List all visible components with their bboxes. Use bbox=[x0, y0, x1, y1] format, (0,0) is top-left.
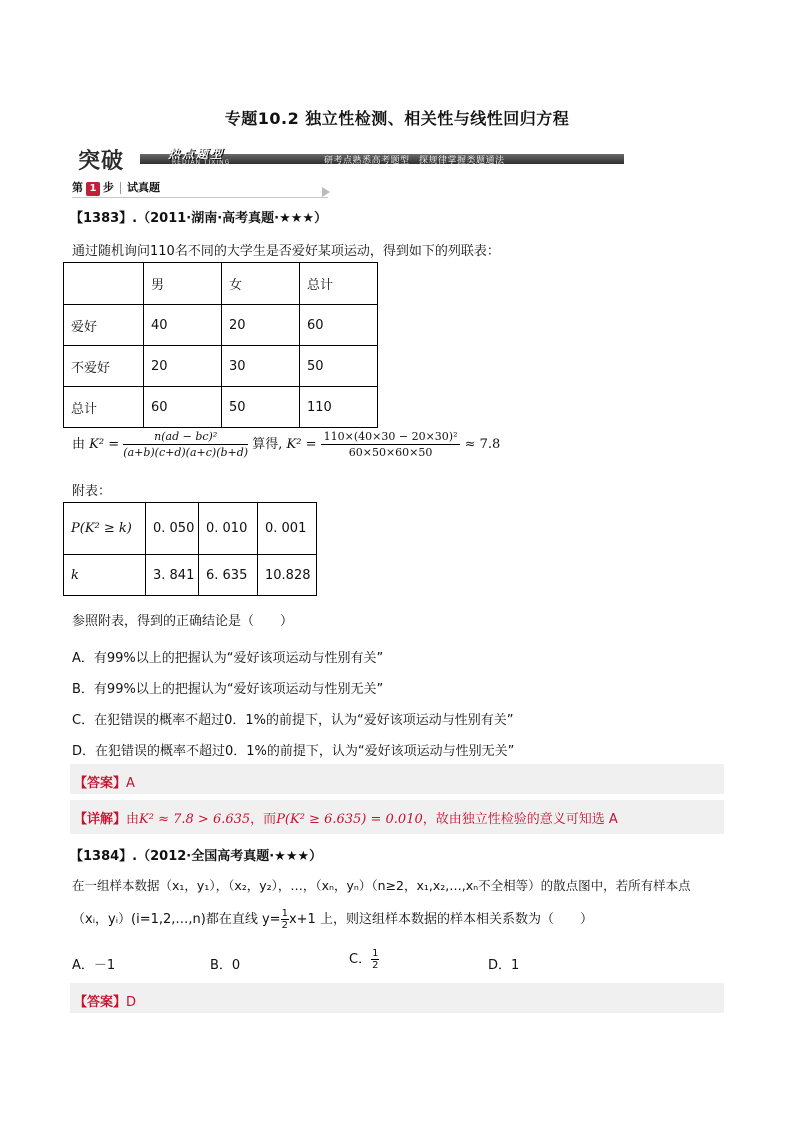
table-cell: 50 bbox=[300, 346, 378, 387]
q2-option-c-fraction bbox=[371, 948, 379, 971]
q1-option-b: B．有99%以上的把握认为“爱好该项运动与性别无关” bbox=[72, 682, 384, 697]
table-cell bbox=[64, 263, 144, 305]
q1-intro: 通过随机询问110名不同的大学生是否爱好某项运动，得到如下的列联表： bbox=[72, 244, 500, 259]
answer-label: 【答案】 bbox=[74, 776, 127, 791]
formula-fraction-general bbox=[123, 430, 248, 459]
q2-slope-fraction bbox=[281, 908, 289, 931]
q2-line2-post: x+1 上，则这组样本数据的样本相关系数为（ ） bbox=[288, 912, 593, 927]
table-header-row bbox=[64, 263, 378, 305]
q2-line2 bbox=[72, 908, 593, 931]
step-divider bbox=[120, 182, 121, 194]
q2-option-d: D．1 bbox=[488, 958, 520, 973]
table-cell: 不爱好 bbox=[64, 346, 144, 387]
table-cell: 60 bbox=[300, 305, 378, 346]
table-cell: 爱好 bbox=[64, 305, 144, 346]
formula-pre: 由 bbox=[72, 437, 86, 452]
step-arrow-icon bbox=[322, 187, 330, 197]
table-row bbox=[64, 503, 317, 555]
formula-k2: K² bbox=[89, 437, 105, 452]
q2-option-b: B．0 bbox=[210, 958, 241, 973]
q2-line1: 在一组样本数据（x₁，y₁），（x₂，y₂），…，（xₙ，yₙ）（n≥2，x₁,x₂,…,xₙ不全相等）的散点图中，若所有样本点 bbox=[72, 878, 691, 893]
table-cell: 0. 001 bbox=[258, 503, 317, 555]
formula-numerator-value: 110×(40×30 − 20×30)² bbox=[321, 430, 461, 445]
table-row bbox=[64, 387, 378, 428]
critical-value-table bbox=[63, 502, 317, 596]
q2-slope-num: 1 bbox=[281, 908, 288, 919]
q1-option-d: D．在犯错误的概率不超过0．1%的前提下，认为“爱好该项运动与性别无关” bbox=[72, 744, 515, 759]
formula-fraction-value bbox=[321, 430, 461, 459]
q2-slope-den: 2 bbox=[281, 920, 288, 931]
table-row bbox=[64, 346, 378, 387]
q1-answer-box bbox=[70, 764, 724, 794]
table-cell: 0. 050 bbox=[146, 503, 199, 555]
banner-pinyin: REDIAN TIXING bbox=[172, 159, 231, 166]
table-cell: 60 bbox=[144, 387, 222, 428]
table-cell: 110 bbox=[300, 387, 378, 428]
q2-option-c bbox=[349, 948, 379, 971]
q2-option-c-den: 2 bbox=[372, 960, 379, 971]
table-cell: P(K² ≥ k) bbox=[64, 503, 146, 555]
step-label: 试真题 bbox=[127, 181, 160, 194]
q1-option-a: A．有99%以上的把握认为“爱好该项运动与性别有关” bbox=[72, 651, 384, 666]
detail-math-1: K² ≈ 7.8 > 6.635 bbox=[139, 812, 251, 827]
detail-math-2: P(K² ≥ 6.635) = 0.010 bbox=[276, 812, 423, 827]
formula-approx: ≈ 7.8 bbox=[464, 437, 501, 452]
contingency-table bbox=[63, 262, 378, 428]
answer-value: D bbox=[126, 995, 137, 1010]
step-number: 1 bbox=[86, 182, 100, 196]
step-bar bbox=[72, 179, 328, 198]
step-suffix: 步 bbox=[103, 181, 114, 194]
step-prefix: 第 bbox=[72, 181, 83, 194]
table-cell: 3. 841 bbox=[146, 555, 199, 596]
table-cell: 50 bbox=[222, 387, 300, 428]
detail-post: ，故由独立性检验的意义可知选 A bbox=[422, 812, 618, 827]
banner-tagline: 研考点熟悉高考题型 探规律掌握类题通法 bbox=[324, 156, 505, 166]
q1-detail-box bbox=[70, 800, 724, 834]
table-row bbox=[64, 555, 317, 596]
table-cell: 20 bbox=[222, 305, 300, 346]
appendix-label: 附表： bbox=[72, 484, 112, 499]
page-title: 专题10.2 独立性检测、相关性与线性回归方程 bbox=[224, 109, 570, 128]
table-cell: 总计 bbox=[64, 387, 144, 428]
q2-answer-box bbox=[70, 983, 724, 1013]
table-cell: 10.828 bbox=[258, 555, 317, 596]
formula-k2-second: K² bbox=[286, 437, 302, 452]
q2-option-c-label: C． bbox=[349, 952, 372, 967]
detail-pre: 由 bbox=[126, 812, 140, 827]
detail-label: 【详解】 bbox=[74, 812, 127, 827]
q2-line2-pre: （xᵢ，yᵢ）(i=1,2,…,n)都在直线 y= bbox=[72, 912, 281, 927]
chi-square-formula bbox=[72, 430, 500, 459]
table-cell: 女 bbox=[222, 263, 300, 305]
table-cell: 6. 635 bbox=[199, 555, 258, 596]
formula-eq-second: = bbox=[305, 437, 317, 452]
table-cell: 30 bbox=[222, 346, 300, 387]
formula-denominator: (a+b)(c+d)(a+c)(b+d) bbox=[123, 446, 249, 459]
q2-option-c-num: 1 bbox=[372, 948, 379, 959]
table-cell: 男 bbox=[144, 263, 222, 305]
formula-numerator: n(ad − bc)² bbox=[123, 430, 248, 445]
banner-hot-text: 热点题型 bbox=[168, 147, 225, 161]
section-banner bbox=[72, 147, 624, 174]
table-cell: 总计 bbox=[300, 263, 378, 305]
q1-option-c: C．在犯错误的概率不超过0．1%的前提下，认为“爱好该项运动与性别有关” bbox=[72, 713, 514, 728]
formula-denominator-value: 60×50×60×50 bbox=[348, 446, 433, 459]
answer-value: A bbox=[126, 776, 135, 791]
table-cell: k bbox=[64, 555, 146, 596]
formula-mid: 算得, bbox=[252, 437, 283, 452]
banner-big-text: 突破 bbox=[78, 148, 125, 174]
table-cell: 40 bbox=[144, 305, 222, 346]
q1-prompt: 参照附表，得到的正确结论是（ ） bbox=[72, 614, 294, 629]
table-cell: 20 bbox=[144, 346, 222, 387]
table-row bbox=[64, 305, 378, 346]
formula-eq: = bbox=[108, 437, 120, 452]
detail-mid: ，而 bbox=[250, 812, 277, 827]
q2-heading: 【1384】.（2012·全国高考真题·★★★） bbox=[70, 849, 323, 864]
table-cell: 0. 010 bbox=[199, 503, 258, 555]
q1-heading: 【1383】.（2011·湖南·高考真题·★★★） bbox=[70, 211, 328, 226]
q2-option-a: A．－1 bbox=[72, 958, 116, 973]
answer-label: 【答案】 bbox=[74, 995, 127, 1010]
